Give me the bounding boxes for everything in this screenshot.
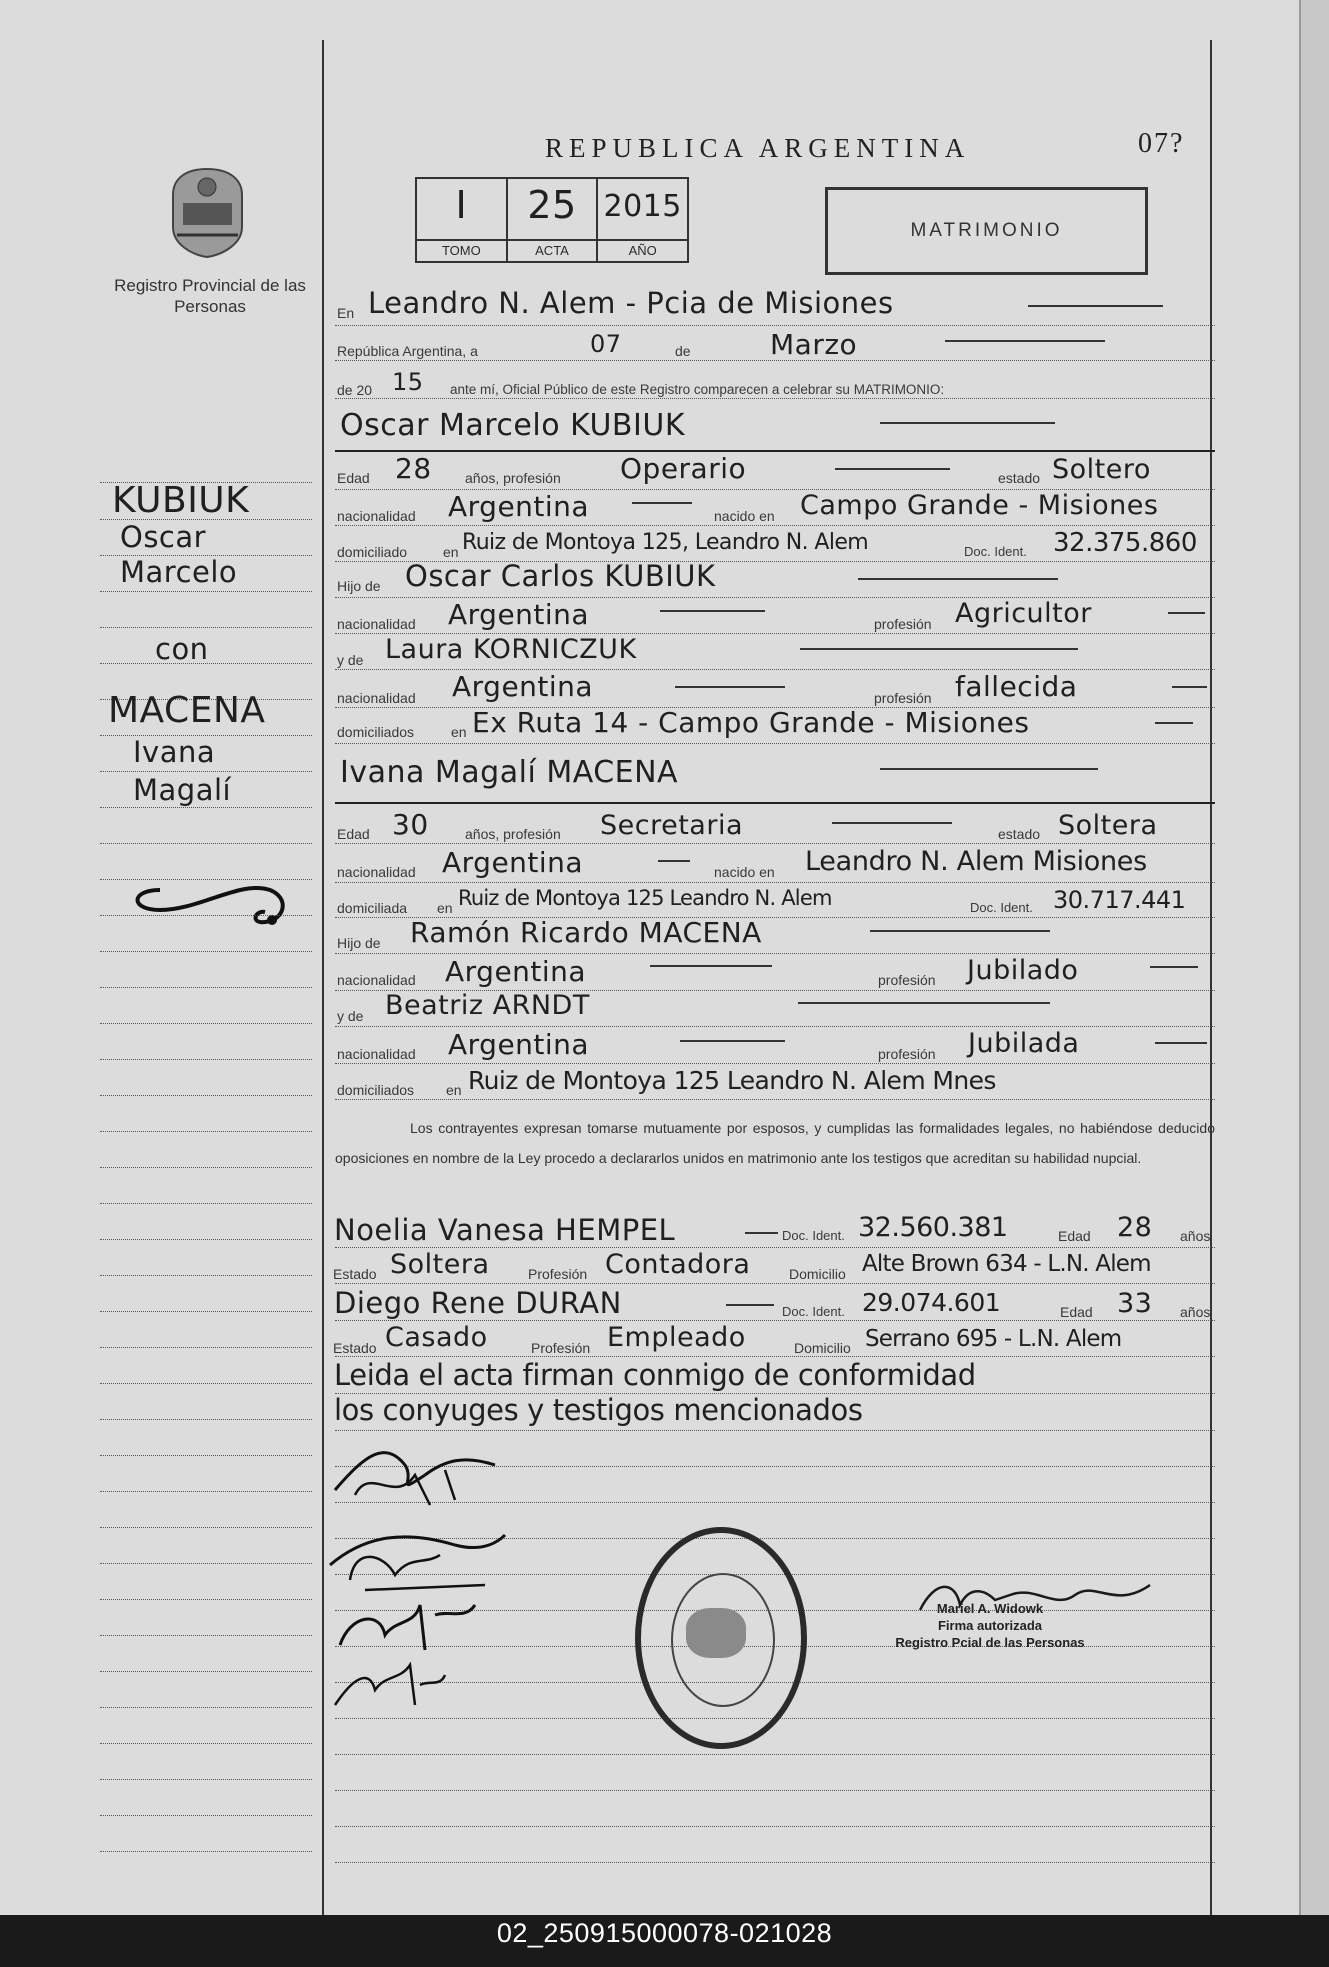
dotted-line: [335, 1826, 1215, 1827]
novio-padre: Oscar Carlos KUBIUK: [405, 559, 716, 593]
profesion-label: Profesión: [528, 1266, 588, 1282]
filler-line: [1028, 305, 1163, 307]
right-border: [1210, 40, 1212, 1915]
doc-ident-label: Doc. Ident.: [964, 544, 1027, 559]
section-separator: [335, 802, 1215, 804]
filler-line: [858, 578, 1058, 580]
margin-con: con: [155, 632, 209, 666]
dotted-line: [335, 525, 1215, 526]
official-seal-stamp: [635, 1527, 807, 1749]
margin-dotted-line: [100, 1419, 312, 1420]
registro-provincial-label: Registro Provincial de las Personas: [114, 276, 306, 316]
dotted-line: [335, 1247, 1215, 1248]
profesion-label: profesión: [878, 1046, 936, 1062]
margin-dotted-line: [100, 591, 312, 592]
nacionalidad-label: nacionalidad: [337, 508, 416, 524]
dotted-line: [335, 743, 1215, 744]
dotted-line: [335, 398, 1215, 399]
testigo1-domicilio: Alte Brown 634 - L.N. Alem: [862, 1251, 1151, 1277]
novio-padres-domicilio: Ex Ruta 14 - Campo Grande - Misiones: [472, 706, 1030, 739]
margin-dotted-line: [100, 771, 312, 772]
margin-dotted-line: [100, 627, 312, 628]
margin-novia-apellido: MACENA: [108, 690, 266, 731]
estado-label: Estado: [333, 1340, 377, 1356]
cierre-line-1: Leida el acta firman conmigo de conformidad: [334, 1358, 976, 1392]
margin-dotted-line: [100, 915, 312, 916]
novio-padre-nacionalidad: Argentina: [448, 598, 590, 631]
en-label: En: [337, 305, 355, 321]
dotted-line: [335, 1063, 1215, 1064]
filler-line: [880, 422, 1055, 424]
filler-line: [680, 1040, 785, 1042]
hijo-de-label: Hijo de: [337, 578, 381, 594]
novia-nacionalidad: Argentina: [442, 846, 584, 879]
novia-estado: Soltera: [1058, 810, 1158, 841]
profesion-label: profesión: [874, 690, 932, 706]
margin-dotted-line: [100, 1815, 312, 1816]
testigo2-domicilio: Serrano 695 - L.N. Alem: [865, 1326, 1122, 1352]
section-separator: [335, 450, 1215, 452]
margin-dotted-line: [100, 1743, 312, 1744]
novia-edad: 30: [392, 808, 429, 841]
novio-madre-profesion: fallecida: [955, 670, 1078, 703]
novia-madre: Beatriz ARNDT: [385, 990, 590, 1021]
nacionalidad-label: nacionalidad: [337, 690, 416, 706]
dotted-line: [335, 953, 1215, 954]
dotted-line: [335, 1356, 1215, 1357]
firma-cargo: Firma autorizada: [937, 1618, 1043, 1633]
anos-profesion-label: años, profesión: [465, 826, 561, 842]
acta-value: 25: [527, 183, 577, 227]
page-edge: [1299, 0, 1329, 1915]
anio-prefix-label: de 20: [337, 382, 373, 398]
lugar-value: Leandro N. Alem - Pcia de Misiones: [368, 286, 894, 320]
novia-nacido: Leandro N. Alem Misiones: [805, 846, 1147, 877]
anio-value: 2015: [603, 189, 682, 224]
novia-madre-profesion: Jubilada: [968, 1028, 1080, 1059]
margin-dotted-line: [100, 1095, 312, 1096]
estado-label: estado: [998, 470, 1041, 486]
margin-dotted-line: [100, 1023, 312, 1024]
margin-dotted-line: [100, 1563, 312, 1564]
edad-label: Edad: [337, 470, 370, 486]
domicilio-label: Domicilio: [794, 1340, 851, 1356]
margin-novio-nombre1: Oscar: [120, 520, 207, 554]
filler-line: [660, 610, 765, 612]
matrimonio-box: MATRIMONIO: [825, 187, 1148, 275]
testigo2-doc: 29.074.601: [862, 1288, 1001, 1317]
margin-dotted-line: [100, 1311, 312, 1312]
novia-doc: 30.717.441: [1053, 886, 1186, 914]
filler-line: [1150, 966, 1198, 968]
dia-value: 07: [590, 330, 622, 358]
filler-line: [832, 822, 952, 824]
dotted-line: [335, 882, 1215, 883]
filler-line: [745, 1232, 778, 1234]
dotted-line: [335, 1283, 1215, 1284]
domicilio-label: Domicilio: [789, 1266, 846, 1282]
margin-dotted-line: [100, 1131, 312, 1132]
filler-line: [870, 930, 1050, 932]
domiciliados-label: domiciliados: [337, 1082, 415, 1098]
anos-label: años: [1180, 1228, 1211, 1244]
edad-label: Edad: [337, 826, 370, 842]
filler-line: [835, 468, 950, 470]
filler-line: [1155, 1042, 1207, 1044]
dotted-line: [335, 1430, 1215, 1431]
margin-dotted-line: [100, 1167, 312, 1168]
margin-dotted-line: [100, 1203, 312, 1204]
margin-dotted-line: [100, 1059, 312, 1060]
domiciliados-label: domiciliados: [337, 724, 415, 740]
en-label: en: [451, 724, 467, 740]
novio-madre: Laura KORNICZUK: [385, 634, 637, 665]
margin-dotted-line: [100, 879, 312, 880]
dotted-line: [335, 1790, 1215, 1791]
filler-line: [798, 1002, 1050, 1004]
novia-padre-profesion: Jubilado: [967, 955, 1079, 986]
novia-nombre: Ivana Magalí MACENA: [340, 755, 679, 790]
domiciliado-label: domiciliado: [337, 544, 408, 560]
margin-dotted-line: [100, 807, 312, 808]
novia-padre-nacionalidad: Argentina: [445, 955, 587, 988]
testigo1-edad: 28: [1117, 1212, 1153, 1243]
margin-dotted-line: [100, 1671, 312, 1672]
firma-registro: Registro Pcial de las Personas: [895, 1635, 1085, 1650]
scan-image-id: 02_250915000078-021028: [496, 1918, 833, 1948]
en-label: en: [437, 900, 453, 916]
margin-dotted-line: [100, 1599, 312, 1600]
testigo2-estado: Casado: [385, 1322, 488, 1353]
testigo1-profesion: Contadora: [605, 1249, 751, 1280]
dotted-line: [335, 1754, 1215, 1755]
firma-block: [880, 1600, 1100, 1651]
novia-domicilio: Ruiz de Montoya 125 Leandro N. Alem: [458, 886, 832, 910]
filler-line: [800, 648, 1078, 650]
margin-dotted-line: [100, 1779, 312, 1780]
dotted-line: [335, 843, 1215, 844]
margin-dotted-line: [100, 951, 312, 952]
nacido-en-label: nacido en: [714, 864, 775, 880]
tomo-acta-anio-box: [415, 177, 689, 263]
anio-cell: [598, 179, 687, 261]
testigo2-profesion: Empleado: [607, 1322, 746, 1353]
margin-dotted-line: [100, 1527, 312, 1528]
novio-padre-profesion: Agricultor: [955, 598, 1092, 629]
tomo-cell: [417, 179, 508, 261]
profesion-label: profesión: [878, 972, 936, 988]
margin-dotted-line: [100, 663, 312, 664]
edad-label: Edad: [1060, 1304, 1093, 1320]
tomo-label: TOMO: [417, 239, 506, 261]
filler-line: [1168, 612, 1205, 614]
novia-padres-domicilio: Ruiz de Montoya 125 Leandro N. Alem Mnes: [468, 1066, 996, 1095]
margin-dotted-line: [100, 1239, 312, 1240]
anos-label: años: [1180, 1304, 1211, 1320]
anio-suffix-value: 15: [392, 368, 424, 396]
folio-number: 07?: [1138, 128, 1185, 159]
en-label: en: [443, 544, 459, 560]
de-label: de: [675, 343, 691, 359]
margin-dotted-line: [100, 1851, 312, 1852]
novia-padre: Ramón Ricardo MACENA: [410, 916, 762, 949]
nacido-en-label: nacido en: [714, 508, 775, 524]
margin-novio-nombre2: Marcelo: [120, 555, 238, 589]
margin-dotted-line: [100, 843, 312, 844]
y-de-label: y de: [337, 652, 364, 668]
filler-line: [658, 860, 690, 862]
doc-ident-label: Doc. Ident.: [782, 1228, 845, 1243]
margin-dotted-line: [100, 1635, 312, 1636]
profesion-label: profesión: [874, 616, 932, 632]
novio-madre-nacionalidad: Argentina: [452, 670, 594, 703]
testigo1-nombre: Noelia Vanesa HEMPEL: [334, 1213, 676, 1247]
margin-dotted-line: [100, 1491, 312, 1492]
nacionalidad-label: nacionalidad: [337, 972, 416, 988]
novio-domicilio: Ruiz de Montoya 125, Leandro N. Alem: [462, 530, 869, 555]
margin-dotted-line: [100, 1383, 312, 1384]
nacionalidad-label: nacionalidad: [337, 864, 416, 880]
estado-label: estado: [998, 826, 1041, 842]
cierre-line-2: los conyuges y testigos mencionados: [334, 1393, 863, 1427]
filler-line: [1172, 686, 1207, 688]
nacionalidad-label: nacionalidad: [337, 616, 416, 632]
mes-value: Marzo: [770, 328, 858, 361]
margin-novia-nombre2: Magalí: [133, 773, 232, 807]
dotted-line: [335, 1026, 1215, 1027]
doc-ident-label: Doc. Ident.: [970, 900, 1033, 915]
dotted-line: [335, 1862, 1215, 1863]
formula-paragraph: Los contrayentes expresan tomarse mutuamente por esposos, y cumplidas las formalidades legales, no habiéndose deducido oposiciones en nombre de la Ley procedo a declararlos unidos en matrimonio ante los testigos que acreditan su habilidad nupcial.: [335, 1120, 1215, 1166]
republica-argentina-title: REPUBLICA ARGENTINA: [545, 133, 971, 163]
filler-line: [632, 502, 692, 504]
novia-profesion: Secretaria: [600, 810, 743, 841]
stamp-emblem: [686, 1608, 746, 1658]
margin-closing-flourish: [120, 870, 300, 940]
novio-doc: 32.375.860: [1053, 528, 1197, 558]
margin-dotted-line: [100, 1455, 312, 1456]
novio-edad: 28: [395, 452, 432, 485]
filler-line: [880, 768, 1098, 770]
margin-dotted-line: [100, 1275, 312, 1276]
margin-dotted-line: [100, 987, 312, 988]
novio-nacido: Campo Grande - Misiones: [800, 490, 1159, 521]
filler-line: [675, 686, 785, 688]
dotted-line: [335, 1099, 1215, 1100]
anio-label: AÑO: [598, 239, 687, 261]
novio-estado: Soltero: [1052, 454, 1151, 485]
edad-label: Edad: [1058, 1228, 1091, 1244]
anos-profesion-label: años, profesión: [465, 470, 561, 486]
tomo-value: I: [455, 183, 468, 227]
novio-nombre: Oscar Marcelo KUBIUK: [340, 408, 685, 443]
filler-line: [1155, 722, 1193, 724]
acta-cell: [508, 179, 599, 261]
acta-label: ACTA: [508, 239, 597, 261]
margin-divider: [322, 40, 324, 1915]
testigo1-doc: 32.560.381: [858, 1212, 1008, 1243]
margin-dotted-line: [100, 1347, 312, 1348]
novio-nacionalidad: Argentina: [448, 490, 590, 523]
margin-dotted-line: [100, 1707, 312, 1708]
provincial-emblem-icon: [165, 165, 250, 260]
dotted-line: [335, 1320, 1215, 1321]
testigo1-estado: Soltera: [390, 1249, 490, 1280]
comparecen-text: ante mí, Oficial Público de este Registro comparecen a celebrar su MATRIMONIO:: [450, 382, 945, 397]
dotted-line: [335, 325, 1215, 326]
novia-madre-nacionalidad: Argentina: [448, 1028, 590, 1061]
dotted-line: [335, 360, 1215, 361]
profesion-label: Profesión: [531, 1340, 591, 1356]
en-label: en: [446, 1082, 462, 1098]
nacionalidad-label: nacionalidad: [337, 1046, 416, 1062]
margin-novio-apellido: KUBIUK: [112, 480, 250, 521]
filler-line: [945, 340, 1105, 342]
republica-label: República Argentina, a: [337, 343, 478, 359]
doc-ident-label: Doc. Ident.: [782, 1304, 845, 1319]
firma-nombre: Mariel A. Widowk: [936, 1601, 1044, 1616]
testigo2-nombre: Diego Rene DURAN: [334, 1286, 622, 1320]
hijo-de-label: Hijo de: [337, 935, 381, 951]
contrayentes-testigos-signatures: [325, 1435, 515, 1725]
y-de-label: y de: [337, 1008, 364, 1024]
testigo2-edad: 33: [1117, 1288, 1153, 1319]
novio-profesion: Operario: [620, 452, 747, 485]
domiciliada-label: domiciliada: [337, 900, 408, 916]
filler-line: [726, 1304, 774, 1306]
filler-line: [650, 965, 772, 967]
margin-novia-nombre1: Ivana: [133, 735, 216, 769]
estado-label: Estado: [333, 1266, 377, 1282]
